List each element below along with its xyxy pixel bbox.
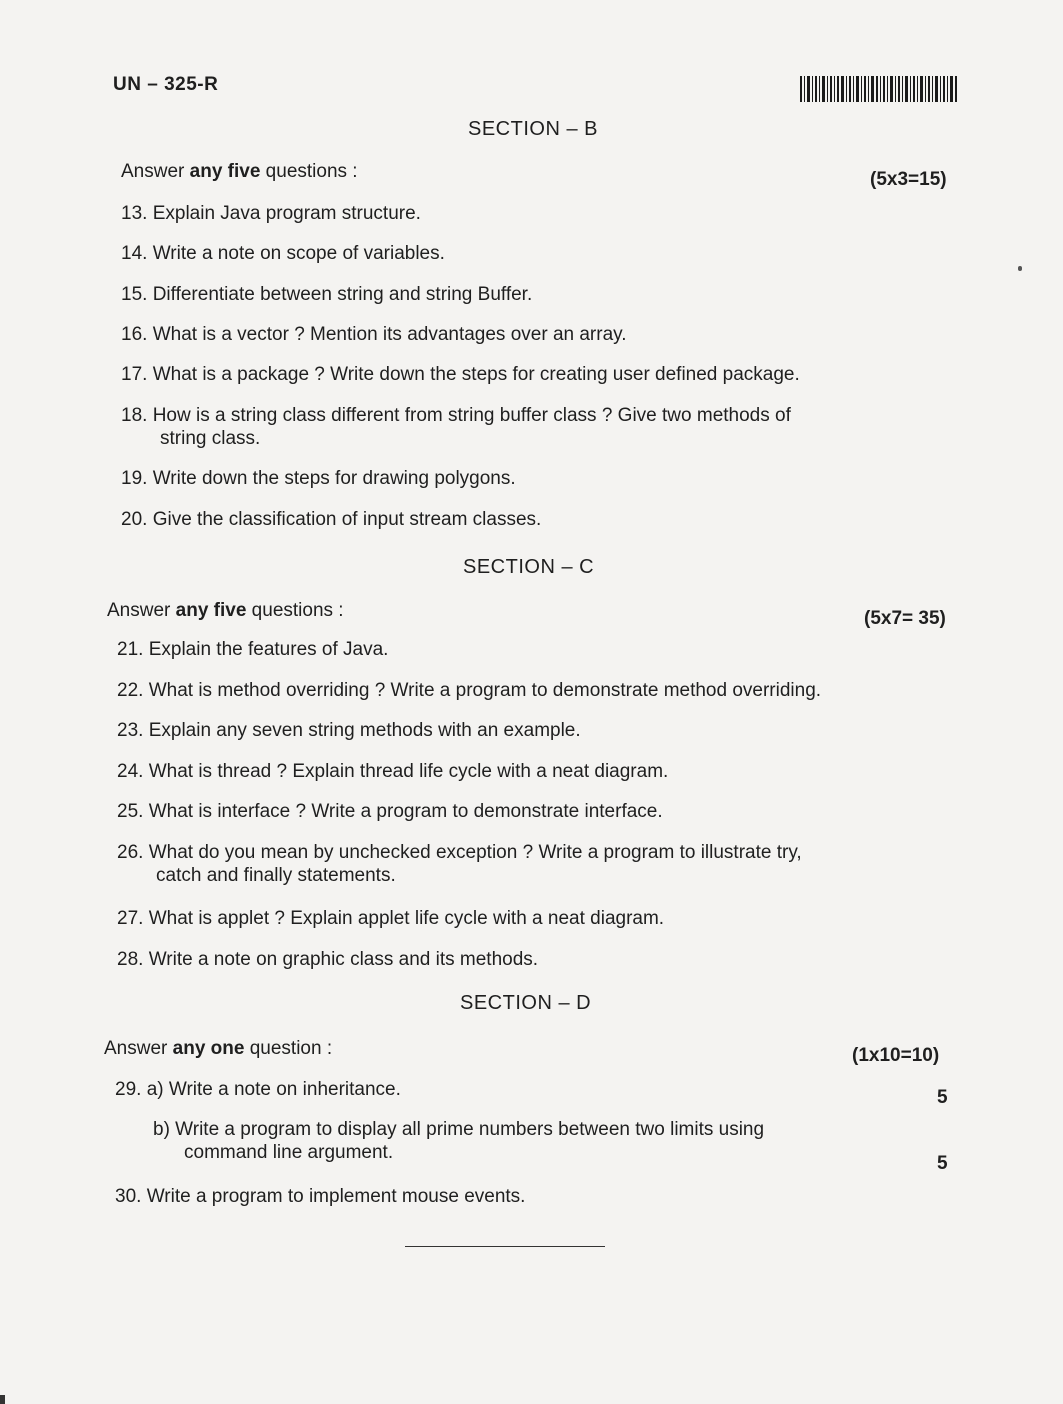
section-b-marks: (5x3=15) — [870, 169, 947, 190]
question-item: 29. a) Write a note on inheritance. — [115, 1079, 401, 1100]
question-item: 26. What do you mean by unchecked exception ? Write a program to illustrate try, catch and finally statements. — [117, 842, 802, 886]
question-item: 19. Write down the steps for drawing polygons. — [121, 468, 516, 489]
end-divider — [405, 1246, 605, 1247]
question-item: 16. What is a vector ? Mention its advantages over an array. — [121, 324, 627, 345]
question-item: 17. What is a package ? Write down the steps for creating user defined package. — [121, 364, 800, 385]
question-item: 23. Explain any seven string methods with an example. — [117, 720, 581, 741]
paper-code: UN – 325-R — [113, 74, 219, 95]
question-mark: 5 — [937, 1153, 948, 1174]
question-item: 22. What is method overriding ? Write a program to demonstrate method overriding. — [117, 680, 822, 701]
margin-dot — [1018, 266, 1022, 271]
question-mark: 5 — [937, 1087, 948, 1108]
section-c-title: SECTION – C — [463, 556, 595, 578]
barcode-image — [800, 76, 957, 102]
question-item: b) Write a program to display all prime numbers between two limits using command line argument. — [153, 1119, 765, 1163]
section-c-marks: (5x7= 35) — [864, 608, 946, 629]
question-item: 20. Give the classification of input stream classes. — [121, 509, 542, 530]
question-item: 15. Differentiate between string and string Buffer. — [121, 284, 533, 305]
question-item: 30. Write a program to implement mouse events. — [115, 1186, 526, 1207]
question-item: 24. What is thread ? Explain thread life cycle with a neat diagram. — [117, 761, 669, 782]
section-d-marks: (1x10=10) — [852, 1045, 940, 1066]
scan-edge-mark — [0, 1395, 5, 1404]
question-item: 18. How is a string class different from string buffer class ? Give two methods of string class. — [121, 405, 791, 449]
question-item: 14. Write a note on scope of variables. — [121, 243, 445, 264]
section-b-instruction: Answer any five questions : — [121, 161, 358, 182]
section-d-title: SECTION – D — [460, 992, 592, 1014]
question-item: 25. What is interface ? Write a program to demonstrate interface. — [117, 801, 663, 822]
section-c-instruction: Answer any five questions : — [107, 600, 344, 621]
question-item: 28. Write a note on graphic class and its methods. — [117, 949, 539, 970]
question-item: 27. What is applet ? Explain applet life cycle with a neat diagram. — [117, 908, 665, 929]
question-item: 21. Explain the features of Java. — [117, 639, 389, 660]
section-d-instruction: Answer any one question : — [104, 1038, 333, 1059]
question-item: 13. Explain Java program structure. — [121, 203, 421, 224]
section-b-title: SECTION – B — [468, 118, 598, 140]
